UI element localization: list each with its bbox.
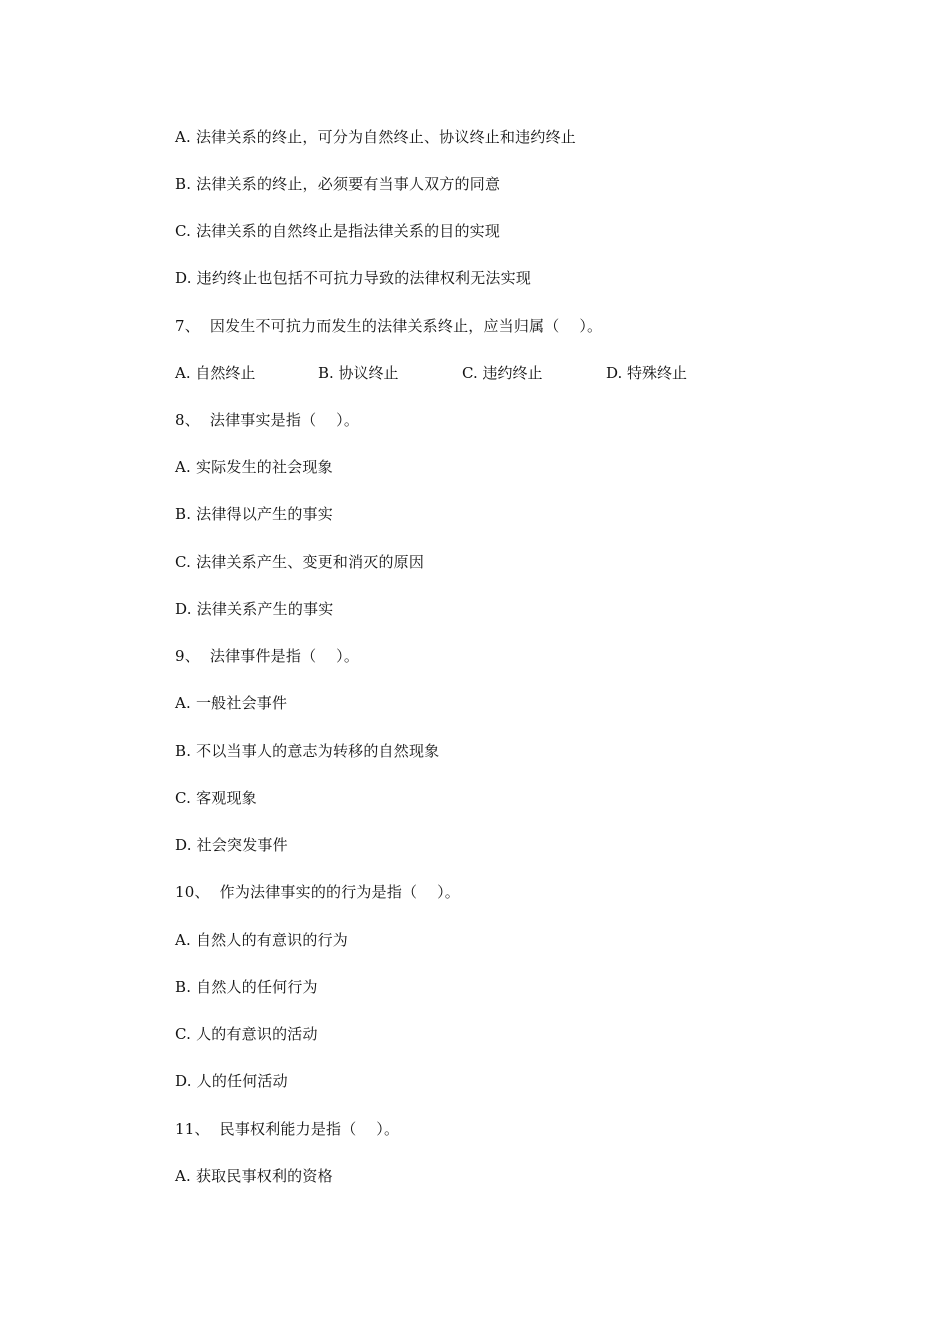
question-7: 7、 因发生不可抗力而发生的法律关系终止，应当归属（ ）。 xyxy=(175,317,603,335)
q9-option-b: B. 不以当事人的意志为转移的自然现象 xyxy=(175,742,440,760)
question-10: 10、 作为法律事实的的行为是指（ ）。 xyxy=(175,883,460,901)
q7-option-a: A. 自然终止 xyxy=(175,364,256,382)
q8-option-c: C. 法律关系产生、变更和消灭的原因 xyxy=(175,553,425,571)
q7-option-d: D. 特殊终止 xyxy=(606,364,688,382)
q10-option-b: B. 自然人的任何行为 xyxy=(175,978,318,996)
q7-option-c: C. 违约终止 xyxy=(462,364,543,382)
q8-option-a: A. 实际发生的社会现象 xyxy=(175,458,333,476)
q6-option-b: B. 法律关系的终止，必须要有当事人双方的同意 xyxy=(175,175,501,193)
question-9: 9、 法律事件是指（ ）。 xyxy=(175,647,360,665)
q10-option-a: A. 自然人的有意识的行为 xyxy=(175,931,348,949)
q7-option-b: B. 协议终止 xyxy=(318,364,399,382)
q8-option-b: B. 法律得以产生的事实 xyxy=(175,505,333,523)
q6-option-c: C. 法律关系的自然终止是指法律关系的目的实现 xyxy=(175,222,501,240)
question-8: 8、 法律事实是指（ ）。 xyxy=(175,411,360,429)
question-11: 11、 民事权利能力是指（ ）。 xyxy=(175,1120,400,1138)
q10-option-d: D. 人的任何活动 xyxy=(175,1072,288,1090)
q9-option-a: A. 一般社会事件 xyxy=(175,694,288,712)
q11-option-a: A. 获取民事权利的资格 xyxy=(175,1167,333,1185)
q6-option-a: A. 法律关系的终止，可分为自然终止、协议终止和违约终止 xyxy=(175,128,576,146)
q8-option-d: D. 法律关系产生的事实 xyxy=(175,600,334,618)
q10-option-c: C. 人的有意识的活动 xyxy=(175,1025,318,1043)
q6-option-d: D. 违约终止也包括不可抗力导致的法律权利无法实现 xyxy=(175,269,532,287)
q9-option-c: C. 客观现象 xyxy=(175,789,257,807)
q9-option-d: D. 社会突发事件 xyxy=(175,836,288,854)
